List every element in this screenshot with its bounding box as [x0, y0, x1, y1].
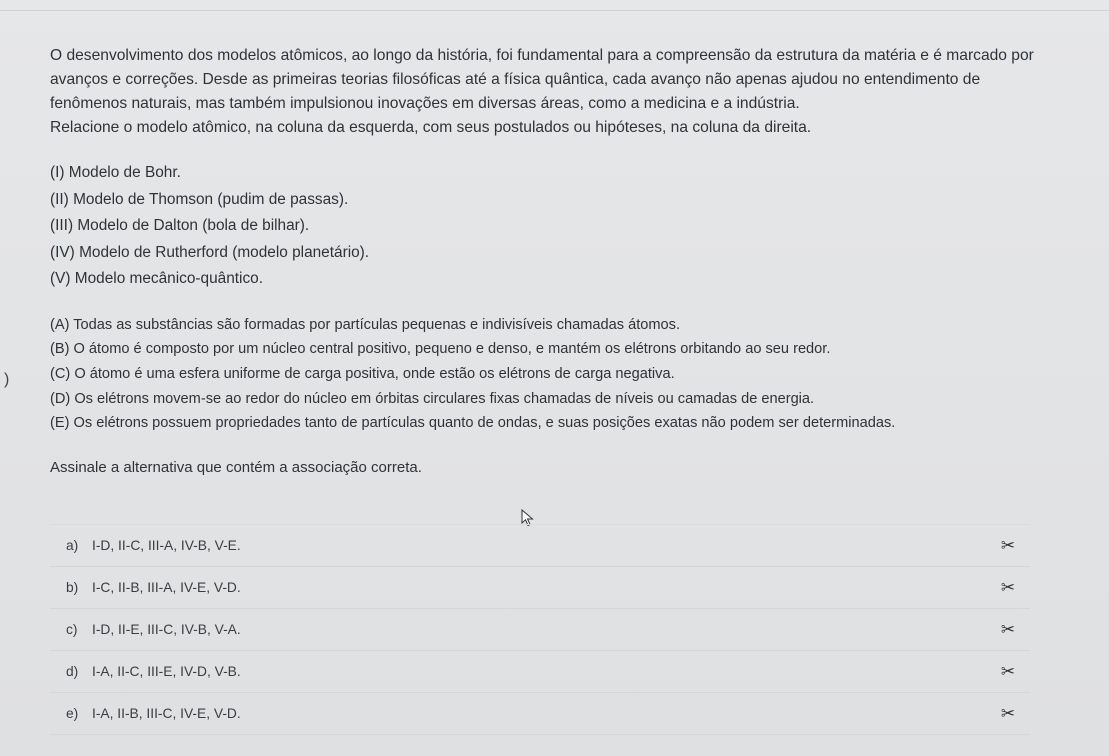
option-c[interactable] — [50, 609, 1030, 651]
option-d[interactable] — [50, 651, 1030, 693]
postulate-item: (D) Os elétrons movem-se ao redor do núcleo em órbitas circulares fixas chamadas de níveis ou camadas de energia. — [50, 390, 815, 407]
option-b[interactable] — [50, 567, 1030, 609]
postulate-item: (E) Os elétrons possuem propriedades tanto de partículas quanto de ondas, e suas posições exatas não podem ser determinadas. — [50, 415, 896, 432]
question-prompt: Assinale a alternativa que contém a associação correta. — [50, 459, 422, 477]
option-text: I-D, II-E, III-C, IV-B, V-A. — [92, 622, 241, 637]
top-divider — [0, 10, 1109, 11]
option-text: I-C, II-B, III-A, IV-E, V-D. — [92, 580, 241, 595]
option-text: I-A, II-B, III-C, IV-E, V-D. — [92, 706, 241, 721]
option-text: I-D, II-C, III-A, IV-B, V-E. — [92, 538, 241, 553]
scissors-icon[interactable]: ✂ — [1000, 661, 1016, 681]
option-a[interactable] — [50, 524, 1030, 567]
postulate-item: (A) Todas as substâncias são formadas por partículas pequenas e indivisíveis chamadas átomos. — [50, 316, 681, 333]
model-item: (I) Modelo de Bohr. — [50, 164, 181, 181]
question-intro: O desenvolvimento dos modelos atômicos, ao longo da história, foi fundamental para a compreensão da estrutura da matéria e é marcado por avanços e correções. Desde as primeiras teorias filosóficas até a física quântica, cada avanço não apenas ajudou no entendimento de fenômenos naturais, mas também impulsionou inovações em diversas áreas, como a medicina e a indústria. — [50, 47, 1034, 112]
left-edge-bracket: ) — [4, 371, 10, 388]
scissors-icon[interactable]: ✂ — [1000, 577, 1016, 597]
postulates-list — [50, 313, 1060, 437]
scissors-icon[interactable]: ✂ — [1000, 703, 1016, 723]
option-letter: b) — [66, 580, 79, 595]
option-letter: e) — [66, 706, 79, 721]
answer-options — [50, 524, 1030, 735]
model-item: (II) Modelo de Thomson (pudim de passas). — [50, 190, 349, 208]
postulate-item: (B) O átomo é composto por um núcleo central positivo, pequeno e denso, e mantém os elétrons orbitando ao seu redor. — [50, 341, 831, 358]
option-text: I-A, II-C, III-E, IV-D, V-B. — [92, 664, 241, 679]
option-letter: a) — [66, 538, 79, 553]
option-e[interactable] — [50, 693, 1030, 735]
scissors-icon[interactable]: ✂ — [1000, 619, 1016, 639]
models-list — [50, 160, 1060, 293]
question-instruction: Relacione o modelo atômico, na coluna da esquerda, com seus postulados ou hipóteses, na coluna da direita. — [50, 119, 812, 136]
model-item: (III) Modelo de Dalton (bola de bilhar). — [50, 217, 310, 234]
model-item: (IV) Modelo de Rutherford (modelo planetário). — [50, 243, 370, 261]
question-statement — [50, 44, 1060, 480]
model-item: (V) Modelo mecânico-quântico. — [50, 270, 264, 287]
option-letter: d) — [66, 664, 79, 679]
option-letter: c) — [66, 622, 78, 637]
postulate-item: (C) O átomo é uma esfera uniforme de carga positiva, onde estão os elétrons de carga negativa. — [50, 365, 675, 382]
scissors-icon[interactable]: ✂ — [1000, 535, 1016, 555]
